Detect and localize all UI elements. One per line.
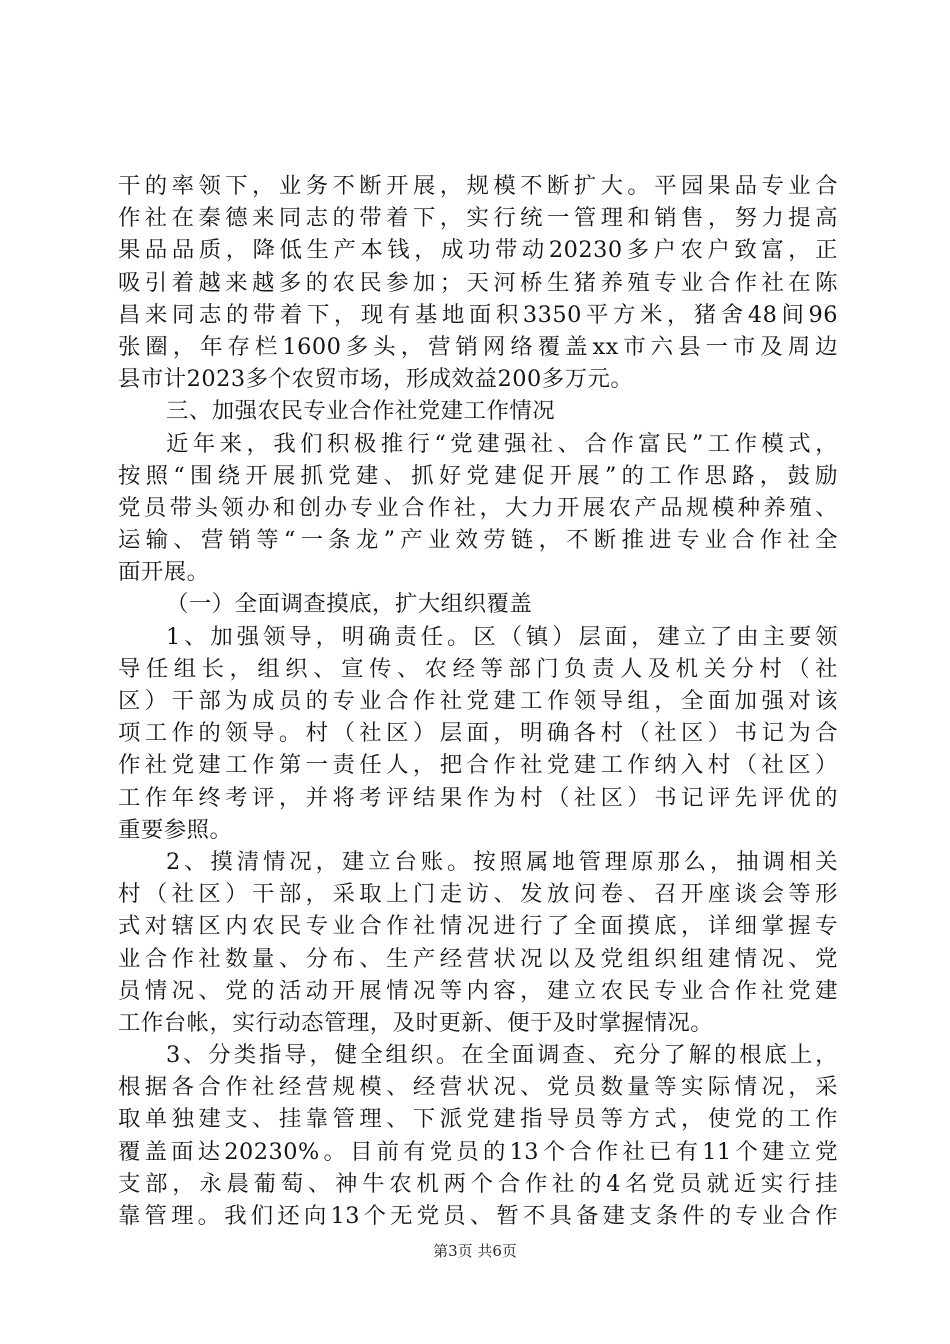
text-line: 2、摸清情况，建立台账。按照属地管理原那么，抽调相关 (166, 848, 838, 875)
text-line: 作社党建工作第一责任人，把合作社党建工作纳入村（社区） (118, 752, 838, 779)
text-line: 按照“围绕开展抓党建、抓好党建促开展”的工作思路，鼓励 (118, 462, 838, 489)
text-line: 根据各合作社经营规模、经营状况、党员数量等实际情况，采 (118, 1074, 838, 1101)
text-line: 项工作的领导。村（社区）层面，明确各村（社区）书记为合 (118, 720, 838, 747)
text-line: 区）干部为成员的专业合作社党建工作领导组，全面加强对该 (118, 688, 838, 714)
text-line: 近年来，我们积极推行“党建强社、合作富民”工作模式， (166, 430, 838, 457)
text-line: 村（社区）干部，采取上门走访、发放问卷、召开座谈会等形 (118, 881, 838, 908)
page-footer: 第3页 共6页 (433, 1242, 517, 1260)
text-line: 工作年终考评，并将考评结果作为村（社区）书记评先评优的 (118, 784, 838, 811)
text-line: 重要参照。 (118, 816, 233, 843)
text-line: 业合作社数量、分布、生产经营状况以及党组织组建情况、党 (118, 945, 838, 972)
text-line: 员情况、党的活动开展情况等内容，建立农民专业合作社党建 (118, 977, 838, 1004)
text-line: 运输、营销等“一条龙”产业效劳链，不断推进专业合作社全 (118, 527, 838, 554)
text-line: 果品品质，降低生产本钱，成功带动20230多户农户致富，正 (118, 237, 838, 264)
text-line: 导任组长，组织、宣传、农经等部门负责人及机关分村（社 (118, 655, 838, 682)
text-line: 面开展。 (118, 559, 210, 586)
text-line: 靠管理。我们还向13个无党员、暂不具备建支条件的专业合作 (118, 1203, 838, 1229)
text-line: 式对辖区内农民专业合作社情况进行了全面摸底，详细掌握专 (118, 913, 838, 940)
text-line: 三、加强农民专业合作社党建工作情况 (166, 398, 556, 425)
text-line: 作社在秦德来同志的带着下，实行统一管理和销售，努力提高 (118, 205, 838, 232)
text-line: 工作台帐，实行动态管理，及时更新、便于及时掌握情况。 (118, 1009, 714, 1036)
text-line: 支部，永晨葡萄、神牛农机两个合作社的4名党员就近实行挂 (118, 1170, 838, 1197)
text-line: 党员带头领办和创办专业合作社，大力开展农产品规模种养殖、 (118, 494, 838, 521)
text-line: 取单独建支、挂靠管理、下派党建指导员等方式，使党的工作 (118, 1106, 838, 1133)
text-line: （一）全面调查摸底，扩大组织覆盖 (166, 591, 533, 618)
text-line: 1、加强领导，明确责任。区（镇）层面，建立了由主要领 (166, 623, 838, 650)
text-line: 覆盖面达20230%。目前有党员的13个合作社已有11个建立党 (118, 1138, 838, 1165)
text-line: 张圈，年存栏1600多头，营销网络覆盖xx市六县一市及周边 (118, 333, 838, 360)
text-line: 县市计2023多个农贸市场，形成效益200多万元。 (118, 366, 634, 393)
text-line: 昌来同志的带着下，现有基地面积3350平方米，猪舍48间96 (118, 301, 838, 328)
text-line: 干的率领下，业务不断开展，规模不断扩大。平园果品专业合 (118, 173, 838, 199)
text-line: 3、分类指导，健全组织。在全面调查、充分了解的根底上， (166, 1042, 838, 1069)
text-line: 吸引着越来越多的农民参加；天河桥生猪养殖专业合作社在陈 (118, 269, 838, 296)
document-body (118, 170, 838, 1232)
